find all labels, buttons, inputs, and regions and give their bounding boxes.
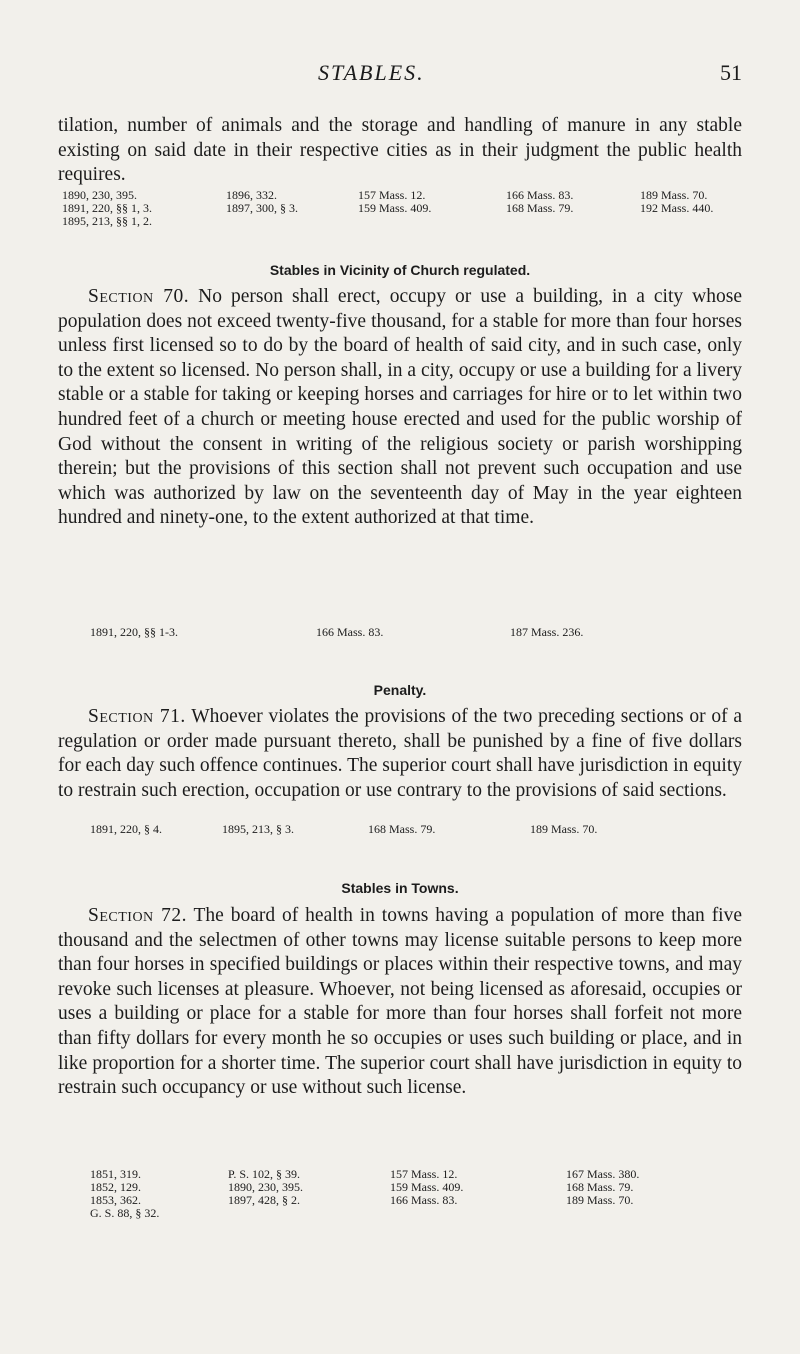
citation: P. S. 102, § 39. [228,1167,301,1181]
citation-row [58,1194,742,1207]
citation: 168 Mass. 79. [506,201,574,215]
citation: 1891, 220, § 4. [90,822,162,836]
citation: 189 Mass. 70. [530,822,598,836]
section-72-label: Section 72. [88,905,187,926]
citation: 189 Mass. 70. [640,188,708,202]
intro-paragraph: tilation, number of animals and the storage and handling of manure in any stable existing on said date in their respective cities as in their judgment the public health requires. [58,115,742,186]
citation: 166 Mass. 83. [506,188,574,202]
citation: 1890, 230, 395. [228,1180,303,1194]
citation: 1895, 213, § 3. [222,822,294,836]
section-70-text: No person shall erect, occupy or use a building, in a city whose population does not exceed twenty-five thousand, for a stable for more than four horses unless first licensed so to do by the board of health of said city, and in such case, only to the extent so licensed. No person shall, in a city, occupy or use a building for a livery stable or a stable for taking or keeping horses and carriages for hire or to let within two hundred feet of a church or meeting house erected and used for the public worship of God without the consent in writing of the religious society or parish worshipping therein; but the provisions of this section shall not prevent such occupation and use which was authorized by law on the seventeenth day of May in the year eighteen hundred and ninety-one, to the extent authorized at that time. [58,286,743,529]
citation: 166 Mass. 83. [390,1193,458,1207]
citation: 189 Mass. 70. [566,1193,634,1207]
citation: 157 Mass. 12. [390,1167,458,1181]
citation-row [58,1207,742,1220]
citation-row [58,202,742,215]
section-72-text: The board of health in towns having a population of more than five thousand and the selectmen of other towns may license suitable persons to keep more than four horses in specified buildings or places within their respective towns, and may revoke such licenses at pleasure. Whoever, not being licensed as aforesaid, occupies or uses a building or place for a stable for more than four horses shall forfeit not more than fifty dollars for every month he so occupies or uses such building or place, and in like proportion for a shorter time. The superior court shall have jurisdiction in equity to restrain such occupancy or use without such license. [58,905,743,1099]
section-71-label: Section 71. [88,706,186,727]
citation: 187 Mass. 236. [510,625,584,639]
citation: G. S. 88, § 32. [90,1206,160,1220]
page-number: 51 [720,60,742,85]
citation: 166 Mass. 83. [316,625,384,639]
citation: 1891, 220, §§ 1-3. [90,625,178,639]
citation: 168 Mass. 79. [368,822,436,836]
section-70-heading: Stables in Vicinity of Church regulated. [269,262,531,278]
citation: 168 Mass. 79. [566,1180,634,1194]
section-71-text: Whoever violates the provisions of the two preceding sections or of a regulation or order made pursuant thereto, shall be punished by a fine of five dollars for each day such offence continues. The superior court shall have jurisdiction in equity to restrain such erection, occupation or use contrary to the provisions of said sections. [58,706,742,801]
citation: 1853, 362. [90,1193,141,1207]
citation: 1852, 129. [90,1180,141,1194]
citation: 1851, 319. [90,1167,141,1181]
citation: 159 Mass. 409. [358,201,432,215]
citation: 192 Mass. 440. [640,201,714,215]
section-70-paragraph [58,285,742,531]
section-71-citations [58,823,742,836]
citation: 159 Mass. 409. [390,1180,464,1194]
citation: 1891, 220, §§ 1, 3. [62,201,152,215]
citation: 1895, 213, §§ 1, 2. [62,214,152,228]
citation: 167 Mass. 380. [566,1167,640,1181]
citation: 157 Mass. 12. [358,188,426,202]
citation: 1890, 230, 395. [62,188,137,202]
section-72-paragraph [58,904,742,1101]
running-title: STABLES. [318,60,425,85]
section-72-heading: Stables in Towns. [341,880,459,896]
citation: 1897, 300, § 3. [226,201,298,215]
section-70-citations [58,626,742,639]
section-71-paragraph [58,705,742,803]
citation: 1896, 332. [226,188,277,202]
page-header [58,60,742,90]
citation-row [58,215,742,228]
section-70-label: Section 70. [88,286,190,307]
section-71-heading: Penalty. [373,682,427,698]
citation: 1897, 428, § 2. [228,1193,300,1207]
